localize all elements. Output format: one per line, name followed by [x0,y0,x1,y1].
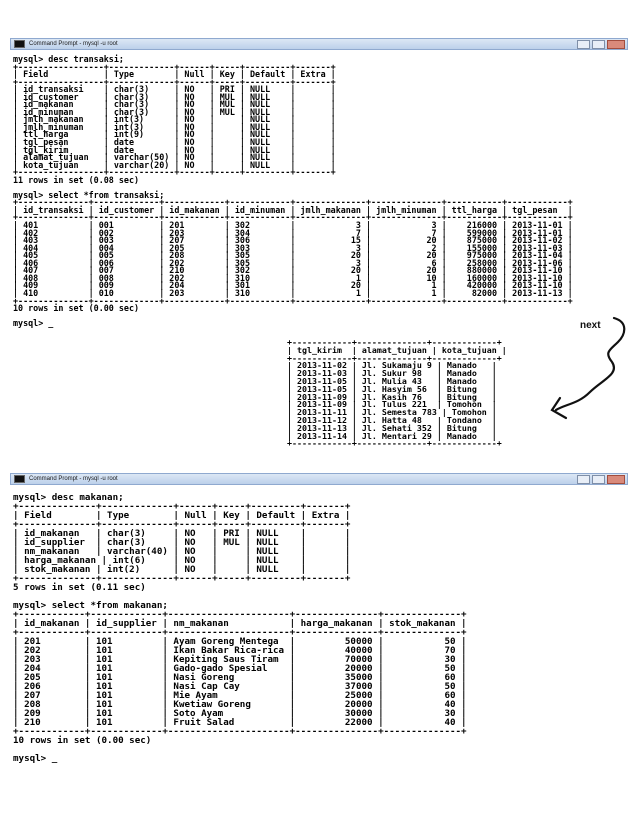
console-line: +-----------------+-------------+------+-----+---------+-------+ [13,167,336,178]
console-line: | 203 | 101 | Kepiting Saus Tiram | 70000 | 30 | [13,654,467,665]
console-line: | 208 | 101 | Kwetiaw Goreng | 20000 | 40 | [13,699,467,710]
window-titlebar[interactable] [10,473,628,485]
console-line: | 2013-11-13 | Jl. Sehati 352 | Bitung | [287,422,497,433]
console-line: +--------------+-------------+------+-----+---------+-------+ [13,519,351,530]
console-line: | 407 | 007 | 210 | 302 | 20 | 20 | 880000 | 2013-11-10 | [13,265,573,276]
console-line: | 2013-11-09 | Jl. Kasih 76 | Bitung | [287,391,497,402]
maximize-button[interactable] [592,475,605,484]
console-line: | 409 | 009 | 204 | 301 | 20 | 1 | 420000 | 2013-11-10 | [13,280,573,291]
console-line: | 406 | 006 | 202 | 305 | 3 | 6 | 258000 | 2013-11-06 | [13,257,573,268]
console-line: 11 rows in set (0.08 sec) [13,174,140,185]
console-line: | 2013-11-11 | Jl. Semesta 783 | Tomohon | [287,407,497,418]
console-line: +------------+-------------+----------------------+---------------+--------------+ [13,627,467,638]
console-line: | 403 | 003 | 207 | 306 | 15 | 20 | 875000 | 2013-11-02 | [13,235,573,246]
console-line: | tgl_kirim | alamat_tujuan | kota_tujuan | [287,344,507,355]
console-line: | 2013-11-12 | Jl. Hatta 48 | Tondano | [287,414,497,425]
console-line: +------------+-------------+----------------------+---------------+--------------+ [13,609,467,620]
close-button[interactable] [607,475,625,484]
transaksi-continuation-table [284,339,554,448]
next-annotation: next [580,320,601,331]
snippet-output [284,339,554,448]
console-line: | id_customer | char(3) | NO | MUL | NULL | | [13,91,336,102]
console-line: | 408 | 008 | 202 | 310 | 1 | 10 | 160000 | 2013-11-10 | [13,272,573,283]
console-line: | harga_makanan | int(6) | NO | | NULL | | [13,555,351,566]
console-line: mysql> select *from transaksi; [13,189,165,200]
console-line: mysql> desc makanan; [13,492,124,503]
console-line: | stok_makanan | int(2) | NO | | NULL | | [13,564,351,575]
console-line: | id_transaksi | id_customer | id_makanan | id_minuman | jmlh_makanan | jmlh_minuman | ttl_harga | tgl_pesan | [13,204,573,215]
console-line: +------------+-------------+----------------------+---------------+--------------+ [13,726,467,737]
console-line: | 405 | 005 | 208 | 305 | 20 | 20 | 975000 | 2013-11-04 | [13,250,573,261]
console-line: +------------+--------------+-------------+ [287,438,502,449]
console-line: | ttl_harga | int(9) | NO | | NULL | | [13,129,336,140]
console-line: | id_supplier | char(3) | NO | MUL | NULL | | [13,537,351,548]
console-line: | jmlh_minuman | int(3) | NO | | NULL | | [13,121,336,132]
console-line: | 2013-11-14 | Jl. Mentari 29 | Manado | [287,430,497,441]
console-line: | id_makanan | char(3) | NO | MUL | NULL | | [13,99,336,110]
console-line: | alamat_tujuan | varchar(50) | NO | | NULL | | [13,152,336,163]
console-line: +--------------+-------------+------------+------------+--------------+--------------+-----------+------------+ [13,212,573,223]
console-line: | 209 | 101 | Soto Ayam | 30000 | 30 | [13,708,467,719]
minimize-button[interactable] [577,475,590,484]
console-line [13,745,628,754]
console-line: | Field | Type | Null | Key | Default | Extra | [13,510,351,521]
console-line: | id_minuman | char(3) | NO | MUL | NULL | | [13,106,336,117]
console-line: 10 rows in set (0.00 sec) [13,735,152,746]
console-line: +--------------+-------------+------+-----+---------+-------+ [13,501,351,512]
console-line: +--------------+-------------+------------+------------+--------------+--------------+-----------+------------+ [13,197,573,208]
console-line: | id_transaksi | char(3) | NO | PRI | NULL | | [13,84,336,95]
console-line: | 202 | 101 | Ikan Bakar Rica-rica | 40000 | 70 | [13,645,467,656]
console-line: | id_makanan | id_supplier | nm_makanan | harga_makanan | stok_makanan | [13,618,467,629]
console-line: | 2013-11-03 | Jl. Sukur 98 | Manado | [287,368,497,379]
console-line: | 210 | 101 | Fruit Salad | 22000 | 40 | [13,717,467,728]
console-line: mysql> _ [13,318,54,329]
console-line: | 402 | 002 | 203 | 304 | 7 | 7 | 599000 | 2013-11-01 | [13,227,573,238]
console-line: | tgl_kirim | date | NO | | NULL | | [13,144,336,155]
console-line: | 404 | 004 | 205 | 303 | 3 | 2 | 155000 | 2013-11-03 | [13,242,573,253]
command-prompt-icon [14,475,25,483]
console-line: +--------------+-------------+------+-----+---------+-------+ [13,573,351,584]
console-line: | 410 | 010 | 203 | 310 | 1 | 1 | 82000 | 2013-11-13 | [13,287,573,298]
console-line: | 2013-11-09 | Jl. Tulus 221 | Tomohon | [287,399,497,410]
console-line: | 201 | 101 | Ayam Goreng Mentega | 50000 | 50 | [13,636,467,647]
console-line: | 206 | 101 | Nasi Cap Cay | 37000 | 50 | [13,681,467,692]
console-line: 10 rows in set (0.00 sec) [13,303,140,314]
console-line: | 401 | 001 | 201 | 302 | 3 | 3 | 216000 | 2013-11-01 | [13,220,573,231]
console-line: | 207 | 101 | Mie Ayam | 25000 | 60 | [13,690,467,701]
console-line: | id_makanan | char(3) | NO | PRI | NULL | | [13,528,351,539]
console-line: | 2013-11-02 | Jl. Sukamaju 9 | Manado | [287,360,497,371]
console-line: mysql> _ [13,753,58,764]
console-line: +-----------------+-------------+------+-----+---------+-------+ [13,76,336,87]
console-output[interactable] [10,493,628,763]
console-line: mysql> desc transaksi; [13,54,124,64]
console-line: +------------+--------------+-------------+ [287,337,502,347]
console-line: | 2013-11-05 | Jl. Mulia 43 | Manado | [287,375,497,386]
console-line: | tgl_pesan | date | NO | | NULL | | [13,137,336,148]
console-line: | 204 | 101 | Gado-gado Spesial | 20000 | 50 | [13,663,467,674]
console-line: mysql> select *from makanan; [13,600,168,611]
console-line: +-----------------+-------------+------+-----+---------+-------+ [13,61,336,72]
console-line: | 2013-11-05 | Jl. Hasyim 56 | Bitung | [287,383,497,394]
console-line: | kota_tujuan | varchar(20) | NO | | NULL | | [13,159,336,170]
console-line: 5 rows in set (0.11 sec) [13,582,146,593]
console-line: +--------------+-------------+------------+------------+--------------+--------------+-----------+------------+ [13,295,573,306]
console-line: +------------+--------------+-------------+ [287,352,502,363]
console-line: | Field | Type | Null | Key | Default | Extra | [13,69,336,80]
command-prompt-window-2 [10,473,628,763]
window-title: Command Prompt - mysql -u root [29,41,118,47]
console-line: | 205 | 101 | Nasi Goreng | 35000 | 60 | [13,672,467,683]
window-title: Command Prompt - mysql -u root [29,476,118,482]
console-line: | jmlh_makanan | int(3) | NO | | NULL | | [13,114,336,125]
console-line: | nm_makanan | varchar(40) | NO | | NULL | | [13,546,351,557]
